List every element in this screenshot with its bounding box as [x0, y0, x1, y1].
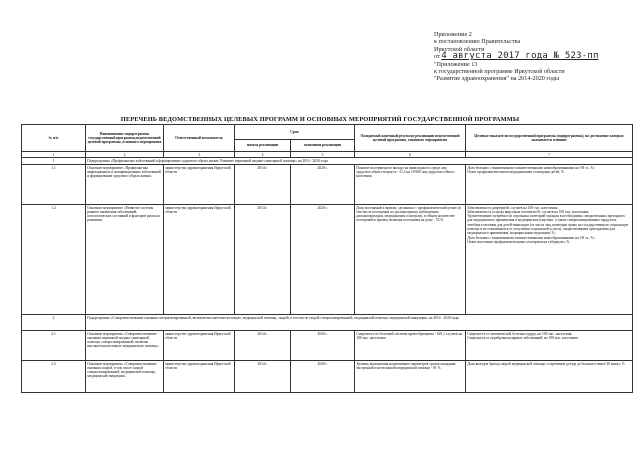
header-result: Ожидаемый конечный результат реализации ведомственной целевой программы, основного мероприятия [355, 125, 466, 152]
row-name: Основное мероприятие «Совершенствование оказания скорой, в том числе скорой специализированной, медицинской помощи, медицинской эвакуации» [86, 360, 164, 392]
col-number: 3 [164, 152, 235, 158]
row-end: 2020 г. [291, 204, 355, 314]
row-num: 1.1 [22, 164, 86, 204]
row-name: Основное мероприятие «Развитие системы раннего выявления заболеваний, патологических состояний и факторов риска их развития» [86, 204, 164, 314]
row-result: Доля посещений к врачам, сделанных с профилактической целью (в том числе посещения по диспансерному наблюдению, диспансеризации, медицинским осмотрам), в общем количестве посещений к врачам, включая посещения на дому - 55 % [355, 204, 466, 314]
col-number: 4 [235, 152, 291, 158]
subprogram-title: Подпрограмма «Совершенствование оказания специализированной, включая высокотехнологичную, медицинской помощи, скорой, в том числе скорой специализированной, медицинской помощи, медицинской эвакуации» на 2014 - 2020 годы [86, 314, 633, 330]
row-num: 2.2 [22, 360, 86, 392]
programs-table [21, 124, 633, 393]
row-result: Смертность от болезней системы кровообращения - 629,1 случаев на 100 тыс. населения [355, 330, 466, 360]
header-term-end: окончания реализации [291, 140, 355, 152]
col-number: 6 [355, 152, 466, 158]
annex-label: Приложение 2 [434, 31, 472, 38]
col-number: 7 [466, 152, 633, 158]
row-start: 2014 г. [235, 204, 291, 314]
table-row [22, 360, 633, 392]
row-name: Основное мероприятие «Совершенствование оказания первичной медико-санитарной помощи, специализированной, включая высокотехнологичную медицинскую помощь» [86, 330, 164, 360]
table-row [22, 164, 633, 204]
resolution-date-line [434, 53, 634, 60]
table-row [22, 330, 633, 360]
row-num: 2.1 [22, 330, 86, 360]
header-term: Срок [235, 125, 355, 140]
row-executor: министерство здравоохранения Иркутской области [164, 204, 235, 314]
row-start: 2014 г. [235, 164, 291, 204]
annex-13-label: "Приложение 13 [434, 60, 478, 68]
row-name: Основное мероприятие «Профилактика инфекционных и неинфекционных заболеваний и формирование здорового образа жизни» [86, 164, 164, 204]
row-start: 2014 г. [235, 360, 291, 392]
row-indicators: Смертность от ишемической болезни сердца, на 100 тыс. населения; Смертность от цереброваскулярных заболеваний, на 100 тыс. населения [466, 330, 633, 360]
subprogram-row [22, 314, 633, 330]
col-number: 1 [22, 152, 86, 158]
row-result: Уровень выполнения нормативных параметров сроков ожидания экстренной и неотложной медицинской помощи - 91 % [355, 360, 466, 392]
program-name-label: "Развитие здравоохранения" на 2014-2020 годы [434, 75, 560, 83]
row-executor: министерство здравоохранения Иркутской области [164, 330, 235, 360]
document-title: ПЕРЕЧЕНЬ ВЕДОМСТВЕННЫХ ЦЕЛЕВЫХ ПРОГРАММ И ОСНОВНЫХ МЕРОПРИЯТИЙ ГОСУДАРСТВЕННОЙ ПРОГРАММЫ [120, 116, 520, 123]
subprogram-num: 1 [22, 158, 86, 164]
header-name: Наименование подпрограммы государственной программы,ведомственной целевой программы, основного мероприятия [86, 125, 164, 152]
resolution-label: к постановлению Правительства [434, 38, 521, 46]
row-end: 2020 г. [291, 330, 355, 360]
row-indicators: Доля больных с выявленными злокачественными новообразованиями на I-II ст., %; Охват профилактическими медицинскими осмотрами детей, % [466, 164, 633, 204]
approval-stamp [434, 31, 634, 83]
header-term-start: начала реализации [235, 140, 291, 152]
resolution-date-number: 4 августа 2017 года № 523-пп [441, 51, 599, 62]
program-ref-label: к государственной программе Иркутской области [434, 68, 565, 76]
header-executor: Ответственный исполнитель [164, 125, 235, 152]
header-num: № п/п [22, 125, 86, 152]
header-row-1 [22, 125, 633, 140]
table-row [22, 204, 633, 314]
subprogram-title: Подпрограмма «Профилактика заболеваний и формирование здорового образа жизни. Развитие первичной медико-санитарной помощи» на 2014 - 2020 годы [86, 158, 633, 164]
col-number: 2 [86, 152, 164, 158]
row-indicators: Доля выездов бригад скорой медицинской помощи со временем доезда до больного менее 20 минут, % [466, 360, 633, 392]
row-num: 1.2 [22, 204, 86, 314]
region-label: Иркутской области [434, 45, 485, 53]
row-executor: министерство здравоохранения Иркутской области [164, 360, 235, 392]
date-prefix: от [434, 53, 440, 61]
row-end: 2020 г. [291, 164, 355, 204]
header-indicators: Целевые показатели государственной программы (подпрограммы), на достижение которых оказывается влияние [466, 125, 633, 152]
row-result: Показатель первичного выхода на инвалидность среди лиц трудоспособного возраста - 51,5 на 10 000 лиц трудоспособного населения [355, 164, 466, 204]
row-start: 2014 г. [235, 330, 291, 360]
col-number: 5 [291, 152, 355, 158]
row-indicators: Заболеваемость дифтерией, случаев на 100 тыс. населения; Заболеваемость острым вирусным гепатитом В, случаев на 100 тыс. населения; Удовлетворение потребности отдельных категорий граждан в необходимых лекарственных препаратах для медицинского применения и медицинских изделиях, а также специализированных продуктах лечебного питания для детей-инвалидов (от числа лиц, имеющих право на государственную социальную помощь и не отказавшихся от получения социальной услуги), лекарственными препаратами для медицинского применения, медицинскими изделиями, %; Доля больных с выявленными злокачественными новообразованиями на I-II ст., %; Охват населения профилактическими осмотрами на туберкулез, % [466, 204, 633, 314]
subprogram-num: 2 [22, 314, 86, 330]
row-end: 2020 г. [291, 360, 355, 392]
row-executor: министерство здравоохранения Иркутской области [164, 164, 235, 204]
